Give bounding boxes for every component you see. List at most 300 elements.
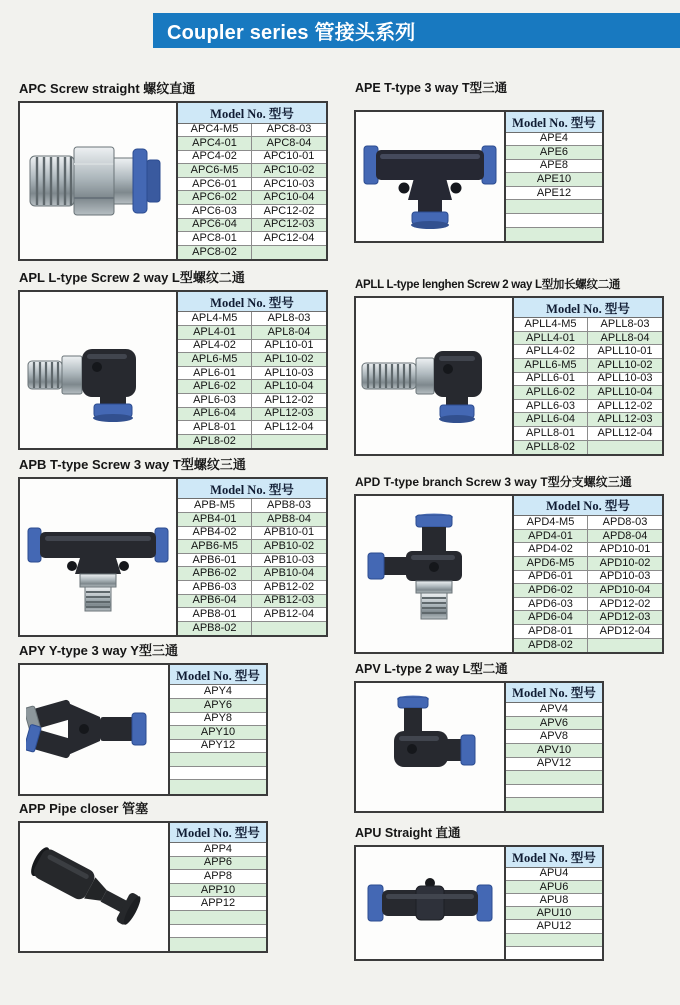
section-apll [354,243,664,456]
table-row [169,870,266,884]
table-row [513,570,662,584]
table-row [177,380,326,394]
model-cell: APL12-02 [252,394,327,408]
model-cell: APL10-03 [252,366,327,380]
model-cell: APU4 [505,867,602,880]
table-row [505,784,602,798]
model-cell: APU6 [505,881,602,894]
model-cell: APB6-M5 [177,540,252,554]
table-row [177,245,326,259]
table-row [177,366,326,380]
apd-model-table [512,496,662,652]
model-cell: APL8-03 [252,312,327,326]
t-type-branch-screw-fitting-icon [360,509,508,639]
model-cell: APB8-04 [252,512,327,526]
table-row [177,621,326,635]
section-apc-box [18,101,328,261]
table-row [177,526,326,540]
apb-model-table [176,479,326,635]
model-cell: APLL8-02 [513,440,588,454]
table-row [513,529,662,543]
app-model-rows [169,843,266,952]
table-row [169,753,266,767]
model-cell: APV4 [505,703,602,717]
table-row [177,137,326,151]
model-cell [588,638,663,652]
model-cell: APLL6-M5 [513,359,588,373]
model-cell: APD10-04 [588,584,663,598]
table-row [513,345,662,359]
model-cell: APLL6-01 [513,372,588,386]
model-cell: APC10-03 [252,177,327,191]
model-cell: APE4 [505,132,602,146]
model-cell: APC6-02 [177,191,252,205]
model-cell: APL4-01 [177,326,252,340]
model-cell [169,780,266,794]
apc-product-image [20,103,176,259]
model-cell [252,245,327,259]
table-row [513,584,662,598]
table-row [177,232,326,246]
page-header-banner [153,13,680,48]
model-cell: APL8-01 [177,421,252,435]
model-cell [505,946,602,959]
table-row [505,907,602,920]
table-row [177,553,326,567]
section-apv-box [354,681,604,814]
model-cell: APC4-M5 [177,123,252,137]
model-cell: APLL10-02 [588,359,663,373]
model-cell [505,227,602,241]
model-cell: APU10 [505,907,602,920]
table-row [513,638,662,652]
table-row [505,227,602,241]
model-cell [505,798,602,812]
model-cell: APD8-04 [588,529,663,543]
section-ape-box [354,110,604,243]
section-apd-box [354,494,664,654]
model-cell: APB6-03 [177,580,252,594]
table-row [513,427,662,441]
model-cell: APC8-01 [177,232,252,246]
model-cell: APE6 [505,146,602,160]
section-apl-title: APL L-type Screw 2 way L型螺纹二通 [19,269,245,285]
table-row [513,543,662,557]
table-row [177,150,326,164]
model-cell: APU8 [505,894,602,907]
table-row [169,911,266,925]
model-table-header: Model No. 型号 [505,112,602,132]
model-cell: APC10-02 [252,164,327,178]
model-cell: APC6-03 [177,205,252,219]
section-apl [18,261,328,450]
model-cell: APE10 [505,173,602,187]
table-row [177,567,326,581]
table-row [177,434,326,448]
ape-model-rows [505,132,602,241]
table-row [513,331,662,345]
section-apy-box [18,663,268,796]
model-cell: APLL8-04 [588,331,663,345]
model-cell: APD8-03 [588,516,663,530]
model-cell: APL12-03 [252,407,327,421]
ape-product-image [356,112,504,241]
model-cell: APLL4-M5 [513,318,588,332]
model-cell: APD6-M5 [513,556,588,570]
model-cell: APC6-M5 [177,164,252,178]
table-row [505,946,602,959]
section-app-box [18,821,268,954]
model-cell [169,924,266,938]
model-cell: APB12-03 [252,594,327,608]
model-cell: APLL6-04 [513,413,588,427]
l-type-elbow-fitting-icon [24,305,172,435]
table-row [177,407,326,421]
table-row [513,556,662,570]
apll-model-rows [513,318,662,454]
model-cell: APL4-M5 [177,312,252,326]
model-cell: APD12-04 [588,624,663,638]
model-cell: APD4-02 [513,543,588,557]
section-apu-box [354,845,604,961]
model-cell: APC4-01 [177,137,252,151]
model-cell: APLL10-03 [588,372,663,386]
apc-model-table [176,103,326,259]
model-cell: APLL4-01 [513,331,588,345]
model-cell: APL10-01 [252,339,327,353]
model-cell: APL6-02 [177,380,252,394]
table-row [169,685,266,699]
table-row [177,608,326,622]
model-cell [505,771,602,785]
apll-model-table [512,298,662,454]
table-row [169,712,266,726]
table-row [177,339,326,353]
model-cell: APLL12-04 [588,427,663,441]
table-row [505,881,602,894]
model-cell: APB10-03 [252,553,327,567]
table-row [169,856,266,870]
straight-screw-fitting-icon [24,116,172,246]
section-apll-box [354,296,664,456]
model-cell: APB8-01 [177,608,252,622]
apv-product-image [356,683,504,812]
apd-model-rows [513,516,662,652]
apy-model-rows [169,685,266,794]
section-apb-box [18,477,328,637]
apu-model-rows [505,867,602,959]
table-row [513,611,662,625]
apl-model-rows [177,312,326,448]
l-type-long-screw-fitting-icon [360,311,508,441]
table-row [177,123,326,137]
model-cell: APC12-04 [252,232,327,246]
model-cell: APL8-02 [177,434,252,448]
table-row [513,516,662,530]
model-table-header: Model No. 型号 [513,298,662,318]
model-cell: APC10-01 [252,150,327,164]
ape-model-table [504,112,602,241]
model-cell: APB4-01 [177,512,252,526]
table-row [505,173,602,187]
y-type-fitting-icon [26,673,162,785]
straight-union-fitting-icon [362,847,498,959]
section-apv [354,654,604,814]
table-row [169,726,266,740]
model-cell: APC10-04 [252,191,327,205]
model-cell: APLL6-03 [513,399,588,413]
table-row [177,580,326,594]
section-apd [354,456,664,654]
model-cell: APL6-M5 [177,353,252,367]
table-row [505,798,602,812]
model-cell: APB4-02 [177,526,252,540]
model-cell: APL6-03 [177,394,252,408]
model-cell: APC12-02 [252,205,327,219]
apv-model-rows [505,703,602,812]
model-cell: APLL4-02 [513,345,588,359]
table-row [169,766,266,780]
apb-product-image [20,479,176,635]
apl-product-image [20,292,176,448]
section-ape [354,78,604,243]
model-cell [252,434,327,448]
app-product-image [20,823,168,952]
model-cell: APV6 [505,716,602,730]
apu-model-table [504,847,602,959]
model-cell: APP12 [169,897,266,911]
table-row [505,771,602,785]
table-row [169,843,266,857]
model-cell: APE8 [505,159,602,173]
model-cell: APD12-03 [588,611,663,625]
model-cell [588,440,663,454]
table-row [513,318,662,332]
model-cell: APL6-04 [177,407,252,421]
table-row [169,780,266,794]
table-row [505,703,602,717]
table-row [505,716,602,730]
model-cell: APLL12-03 [588,413,663,427]
model-cell: APB-M5 [177,499,252,513]
model-table-header: Model No. 型号 [505,847,602,867]
model-cell: APB10-02 [252,540,327,554]
table-row [513,399,662,413]
table-row [505,757,602,771]
model-cell: APC6-01 [177,177,252,191]
table-row [505,146,602,160]
model-cell: APV10 [505,743,602,757]
model-cell: APB12-04 [252,608,327,622]
apy-product-image [20,665,168,794]
table-row [169,924,266,938]
model-cell: APD6-01 [513,570,588,584]
model-cell [169,911,266,925]
model-cell: APL4-02 [177,339,252,353]
t-type-screw-fitting-icon [24,492,172,622]
table-row [177,218,326,232]
table-row [513,440,662,454]
page-title: Coupler series 管接头系列 [167,22,416,44]
table-row [513,372,662,386]
table-row [513,413,662,427]
table-row [505,867,602,880]
model-cell: APY10 [169,726,266,740]
model-cell: APD6-02 [513,584,588,598]
table-row [505,186,602,200]
left-column [18,78,328,961]
table-row [505,920,602,933]
table-row [513,359,662,373]
model-cell: APD8-02 [513,638,588,652]
model-cell: APP8 [169,870,266,884]
table-row [505,200,602,214]
apv-model-table [504,683,602,812]
section-apd-title: APD T-type branch Screw 3 way T型分支螺纹三通 [355,474,632,489]
model-cell: APL8-04 [252,326,327,340]
model-table-header: Model No. 型号 [505,683,602,703]
model-cell: APLL8-01 [513,427,588,441]
section-apc-title: APC Screw straight 螺纹直通 [19,81,196,96]
section-apc [18,78,328,261]
model-cell: APD10-03 [588,570,663,584]
catalog-body [18,78,668,961]
table-row [505,159,602,173]
model-table-header: Model No. 型号 [169,665,266,685]
model-cell: APL10-02 [252,353,327,367]
model-cell: APD6-04 [513,611,588,625]
table-row [177,394,326,408]
table-row [505,214,602,228]
table-row [177,540,326,554]
model-cell: APB12-02 [252,580,327,594]
model-cell: APLL8-03 [588,318,663,332]
model-cell: APL12-04 [252,421,327,435]
section-apb [18,450,328,637]
apl-model-table [176,292,326,448]
table-row [169,739,266,753]
model-cell: APY8 [169,712,266,726]
model-cell: APY12 [169,739,266,753]
apll-product-image [356,298,512,454]
pipe-plug-icon [26,831,162,943]
section-apy [18,637,268,796]
model-cell [505,933,602,946]
section-apy-title: APY Y-type 3 way Y型三通 [19,642,178,658]
model-cell: APLL10-04 [588,386,663,400]
model-cell: APC8-04 [252,137,327,151]
model-cell [505,784,602,798]
table-row [177,312,326,326]
model-cell: APV8 [505,730,602,744]
l-type-union-elbow-icon [362,691,498,803]
model-cell: APP6 [169,856,266,870]
table-row [177,594,326,608]
table-row [505,743,602,757]
table-row [177,421,326,435]
section-apb-title: APB T-type Screw 3 way T型螺纹三通 [19,456,246,472]
section-app [18,796,268,954]
table-row [177,499,326,513]
table-row [177,164,326,178]
section-apu [354,813,604,961]
model-cell: APD4-01 [513,529,588,543]
table-row [513,386,662,400]
table-row [177,353,326,367]
model-cell: APL10-04 [252,380,327,394]
model-cell [169,938,266,952]
model-table-header: Model No. 型号 [177,103,326,123]
model-cell: APB10-01 [252,526,327,540]
model-cell: APD6-03 [513,597,588,611]
model-cell: APV12 [505,757,602,771]
model-cell: APP4 [169,843,266,857]
model-cell [169,753,266,767]
model-table-header: Model No. 型号 [177,479,326,499]
table-row [169,883,266,897]
model-table-header: Model No. 型号 [513,496,662,516]
section-apll-title: APLL L-type lenghen Screw 2 way L型加长螺纹二通 [355,278,621,291]
model-table-header: Model No. 型号 [169,823,266,843]
model-cell: APP10 [169,883,266,897]
model-cell: APLL6-02 [513,386,588,400]
model-cell: APB6-02 [177,567,252,581]
section-apv-title: APV L-type 2 way L型二通 [355,661,508,676]
table-row [169,897,266,911]
table-row [505,933,602,946]
table-row [513,597,662,611]
model-cell: APC6-04 [177,218,252,232]
apb-model-rows [177,499,326,635]
model-cell: APLL12-02 [588,399,663,413]
table-row [169,698,266,712]
section-ape-title: APE T-type 3 way T型三通 [355,81,508,95]
model-cell: APB10-04 [252,567,327,581]
model-cell: APY6 [169,698,266,712]
model-cell: APC8-02 [177,245,252,259]
model-cell [505,200,602,214]
table-row [505,894,602,907]
section-apl-box [18,290,328,450]
model-cell: APL6-01 [177,366,252,380]
model-cell [169,766,266,780]
apy-model-table [168,665,266,794]
table-row [177,191,326,205]
table-row [177,326,326,340]
table-row [177,177,326,191]
table-row [177,512,326,526]
model-cell [505,214,602,228]
model-cell: APE12 [505,186,602,200]
apd-product-image [356,496,512,652]
model-cell: APB6-04 [177,594,252,608]
right-column [354,78,666,961]
section-apu-title: APU Straight 直通 [355,826,461,841]
model-cell: APY4 [169,685,266,699]
model-cell: APD8-01 [513,624,588,638]
model-cell [252,621,327,635]
model-cell: APC8-03 [252,123,327,137]
table-row [169,938,266,952]
model-cell: APC12-03 [252,218,327,232]
model-cell: APB8-02 [177,621,252,635]
model-cell: APC4-02 [177,150,252,164]
model-cell: APLL10-01 [588,345,663,359]
model-table-header: Model No. 型号 [177,292,326,312]
table-row [505,132,602,146]
model-cell: APD12-02 [588,597,663,611]
model-cell: APB8-03 [252,499,327,513]
